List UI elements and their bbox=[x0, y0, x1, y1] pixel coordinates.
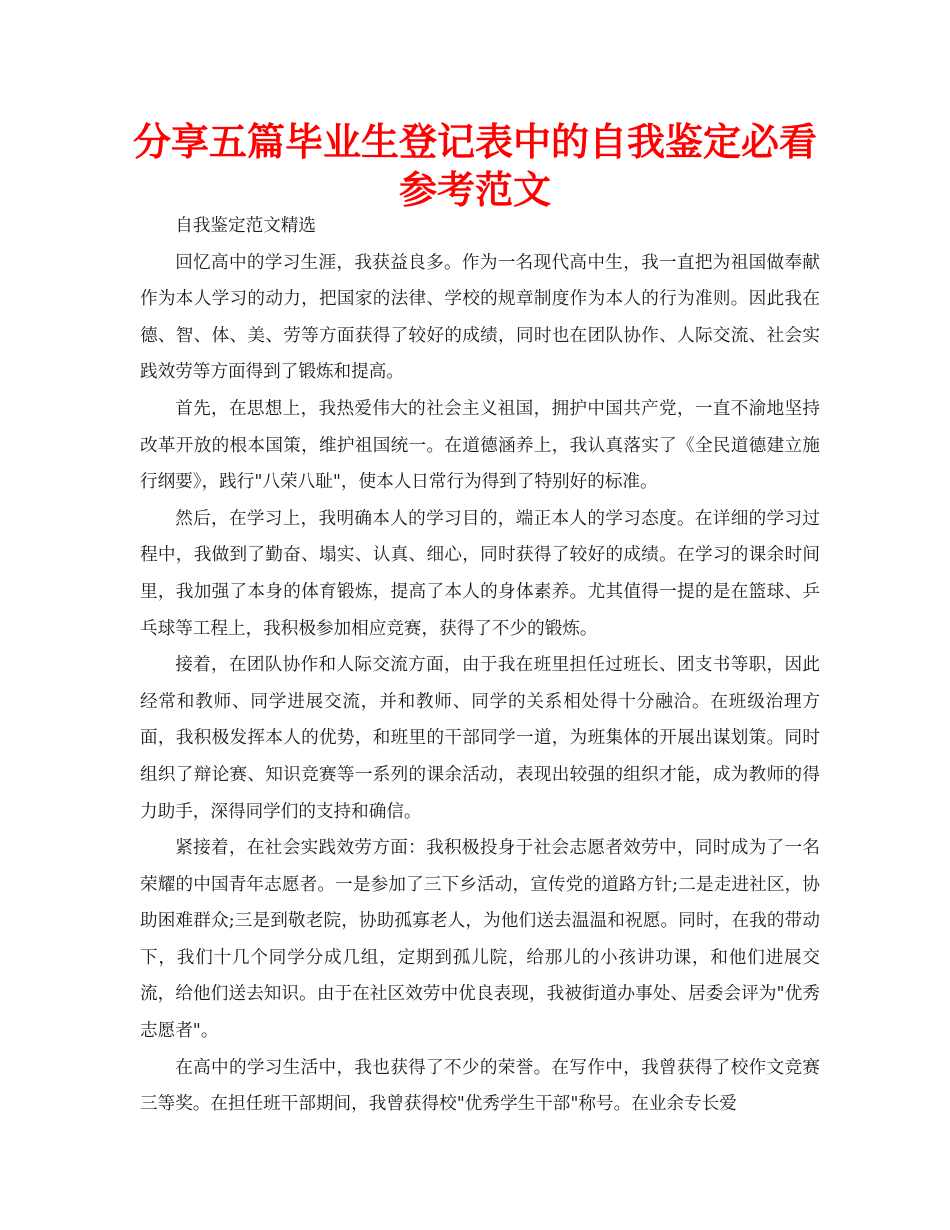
section-label: 自我鉴定范文精选 bbox=[175, 216, 316, 236]
paragraph-honors: 在高中的学习生活中，我也获得了不少的荣誉。在写作中，我曾获得了校作文竞赛三等奖。在担任班干部期间，我曾获得校"优秀学生干部"称号。在业余专长爱 bbox=[140, 1057, 820, 1115]
paragraph-intro: 回忆高中的学习生涯，我获益良多。作为一名现代高中生，我一直把为祖国做奉献作为本人学习的动力，把国家的法律、学校的规章制度作为本人的行为准则。因此我在德、智、体、美、劳等方面获得了较好的成绩，同时也在团队协作、人际交流、社会实践效劳等方面得到了锻炼和提高。 bbox=[140, 252, 820, 383]
paragraph-social-service: 紧接着，在社会实践效劳方面：我积极投身于社会志愿者效劳中，同时成为了一名荣耀的中国青年志愿者。一是参加了三下乡活动，宣传党的道路方针;二是走进社区，协助困难群众;三是到敬老院，协助孤寡老人，为他们送去温温和祝愿。同时，在我的带动下，我们十几个同学分成几组，定期到孤儿院，给那儿的小孩讲功课，和他们进展交流，给他们送去知识。由于在社区效劳中优良表现，我被街道办事处、居委会评为"优秀志愿者"。 bbox=[140, 838, 820, 1042]
document-title: 分享五篇毕业生登记表中的自我鉴定必看参考范文 bbox=[132, 120, 817, 212]
paragraph-ideology: 首先，在思想上，我热爱伟大的社会主义祖国，拥护中国共产党，一直不渝地坚持改革开放的根本国策，维护祖国统一。在道德涵养上，我认真落实了《全民道德建立施行纲要》，践行"八荣八耻"，使本人日常行为得到了特别好的标准。 bbox=[140, 398, 820, 493]
paragraph-teamwork: 接着，在团队协作和人际交流方面，由于我在班里担任过班长、团支书等职，因此经常和教师、同学进展交流，并和教师、同学的关系相处得十分融洽。在班级治理方面，我积极发挥本人的优势，和班里的干部同学一道，为班集体的开展出谋划策。同时组织了辩论赛、知识竞赛等一系列的课余活动，表现出较强的组织才能，成为教师的得力助手，深得同学们的支持和确信。 bbox=[140, 655, 820, 822]
document-body bbox=[140, 208, 820, 1123]
paragraph-study: 然后，在学习上，我明确本人的学习目的，端正本人的学习态度。在详细的学习过程中，我做到了勤奋、塌实、认真、细心，同时获得了较好的成绩。在学习的课余时间里，我加强了本身的体育锻炼，提高了本人的身体素养。尤其值得一提的是在篮球、乒乓球等工程上，我积极参加相应竞赛，获得了不少的锻炼。 bbox=[140, 508, 820, 639]
